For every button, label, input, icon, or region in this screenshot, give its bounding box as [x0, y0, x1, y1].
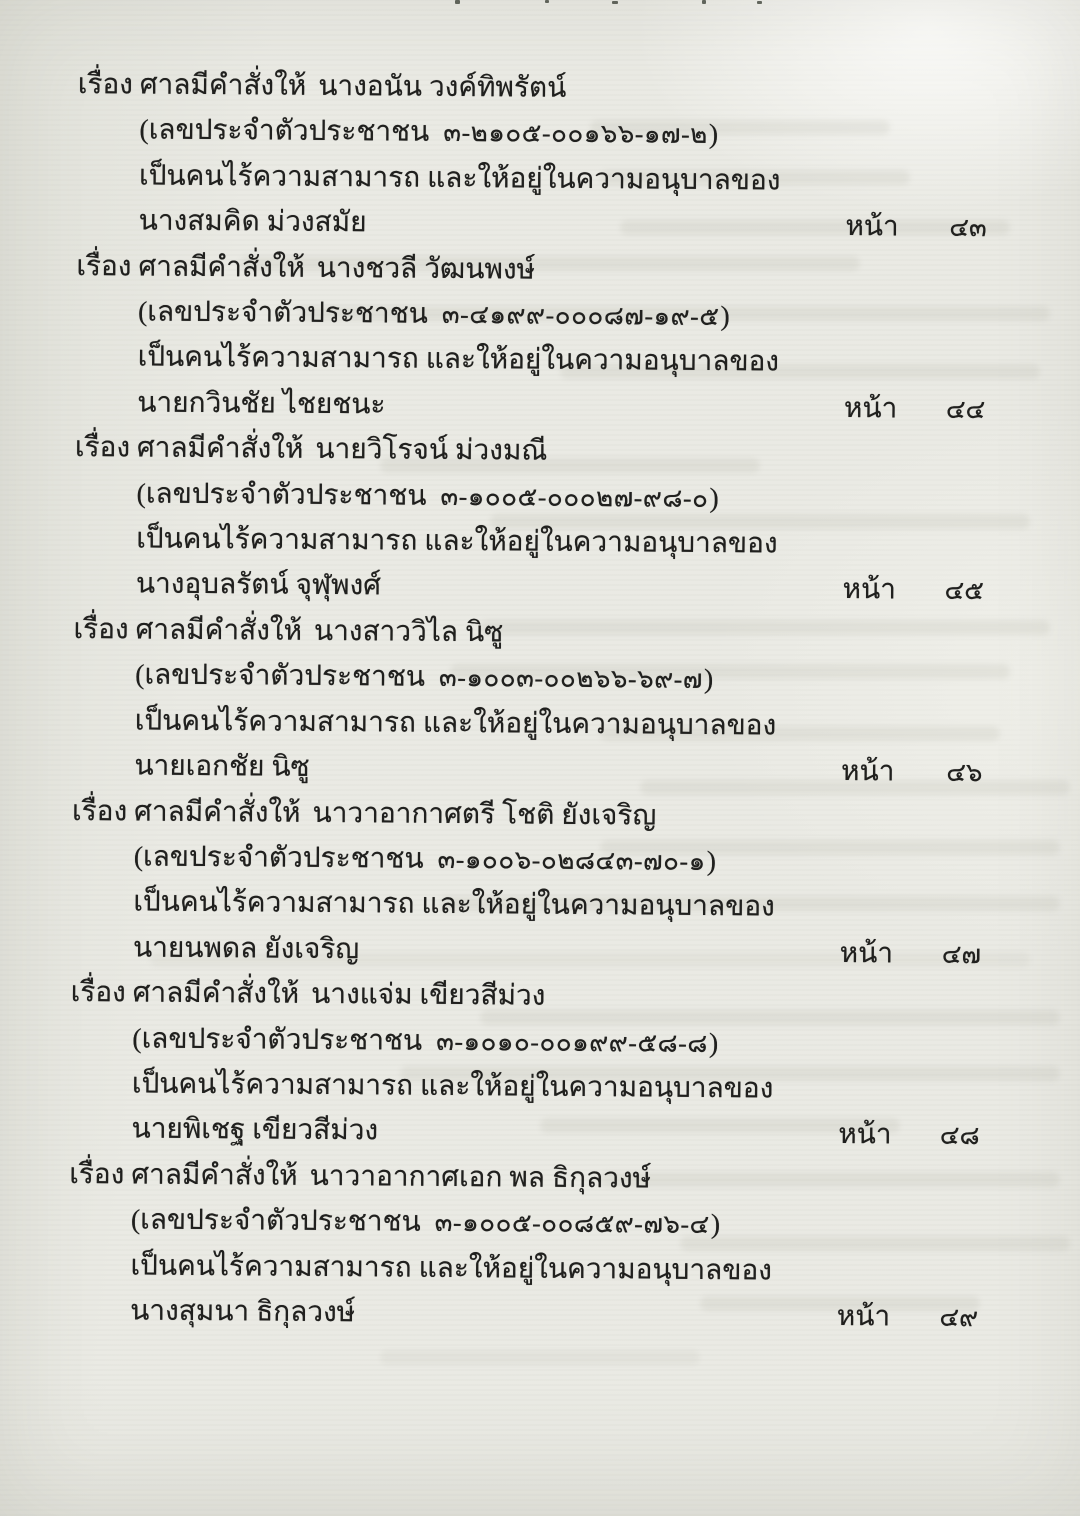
incompetent-person-name: นางชวลี วัฒนพงษ์: [316, 252, 536, 286]
entry-subject-line: [71, 970, 981, 1023]
guardian-name: นางสมคิด ม่วงสมัย: [138, 205, 367, 239]
page-reference: [837, 1294, 979, 1341]
entry-guardian-line: [75, 380, 985, 433]
page-label: หน้า: [843, 392, 898, 425]
id-close-paren: ): [703, 664, 714, 696]
page-reference: [842, 567, 984, 614]
subject-prefix-label: เรื่อง: [70, 977, 126, 1009]
entry-id-line: [77, 107, 987, 160]
national-id-number: ๓-๑๐๑๐-๐๐๑๙๙-๕๘-๘: [436, 1026, 709, 1058]
incompetent-person-name: นางอนัน วงค์ทิพรัตน์: [318, 70, 567, 104]
court-order-phrase: ศาลมีคำสั่งให้: [132, 977, 300, 1010]
scan-speck: [545, 0, 549, 3]
entry-id-line: [74, 471, 984, 524]
id-prefix-label: (เลขประจำตัวประชาชน: [133, 841, 424, 875]
guardian-name: นายพิเชฐ เขียวสีม่วง: [131, 1113, 379, 1147]
subject-prefix-label: เรื่อง: [73, 613, 129, 646]
incompetency-clause: เป็นคนไร้ความสามารถ และให้อยู่ในความอนุบาลของ: [136, 523, 778, 560]
page-label: หน้า: [845, 211, 899, 243]
entry-id-line: [73, 652, 983, 705]
incompetent-person-name: นาวาอากาศตรี โชติ ยังเจริญ: [312, 797, 657, 832]
entry-subject-line: [72, 788, 982, 841]
court-order-phrase: ศาลมีคำสั่งให้: [138, 251, 305, 284]
entry-id-line: [76, 289, 986, 342]
page-number: ๔๓: [949, 213, 987, 243]
entry-subject-line: [78, 62, 988, 115]
subject-prefix-label: เรื่อง: [76, 250, 132, 283]
national-id-number: ๓-๑๐๐๕-๐๐๘๕๙-๗๖-๔: [434, 1207, 710, 1240]
page-number: ๔๖: [946, 757, 983, 788]
court-order-phrase: ศาลมีคำสั่งให้: [135, 614, 303, 647]
guardian-name: นายเอกชัย นิซู: [134, 750, 310, 783]
entry-subject-line: [69, 1152, 979, 1205]
incompetent-person-name: นายวิโรจน์ ม่วงมณี: [315, 434, 548, 467]
incompetency-clause: เป็นคนไร้ความสามารถ และให้อยู่ในความอนุบาลของ: [138, 160, 781, 197]
page-label: หน้า: [842, 574, 896, 606]
subject-prefix-label: เรื่อง: [74, 432, 131, 464]
entry-guardian-line: [69, 1106, 979, 1159]
id-close-paren: ): [710, 1209, 721, 1241]
page-reference: [840, 931, 982, 978]
page-reference: [838, 1112, 980, 1159]
entry-guardian-line: [68, 1288, 978, 1341]
page-label: หน้า: [841, 756, 895, 788]
incompetency-clause: เป็นคนไร้ความสามารถ และให้อยู่ในความอนุบาลของ: [137, 341, 780, 378]
id-close-paren: ): [708, 1027, 719, 1059]
entry-id-line: [72, 834, 982, 887]
entry-guardian-line: [77, 198, 987, 251]
court-order-phrase: ศาลมีคำสั่งให้: [139, 69, 307, 102]
court-order-phrase: ศาลมีคำสั่งให้: [136, 432, 304, 466]
page-number: ๔๗: [941, 939, 982, 969]
national-id-number: ๓-๒๑๐๕-๐๐๑๖๖-๑๗-๒: [443, 118, 708, 150]
entry-subject-line: [75, 425, 985, 478]
entry-subject-line: [73, 607, 983, 660]
id-prefix-label: (เลขประจำตัวประชาชน: [130, 1204, 421, 1238]
page-number: ๔๘: [939, 1121, 980, 1151]
subject-prefix-label: เรื่อง: [69, 1158, 125, 1191]
page-reference: [844, 386, 986, 433]
toc-list: [68, 62, 1080, 1341]
page-number: ๔๕: [944, 576, 984, 606]
national-id-number: ๓-๑๐๐๖-๐๒๘๔๓-๗๐-๑: [437, 844, 706, 876]
incompetency-clause: เป็นคนไร้ความสามารถ และให้อยู่ในความอนุบาลของ: [131, 1068, 774, 1105]
entry-id-line: [70, 1016, 980, 1069]
guardian-name: นายนพดล ยังเจริญ: [132, 932, 360, 965]
incompetent-person-name: นาวาอากาศเอก พล ธิกุลวงษ์: [309, 1160, 652, 1195]
toc-entry: [69, 970, 1072, 1159]
scan-speck: [612, 1, 618, 4]
guardian-name: นางสุมนา ธิกุลวงษ์: [130, 1295, 356, 1329]
entry-guardian-line: [72, 743, 982, 796]
entry-guardian-line: [71, 925, 981, 978]
showthrough-smudge: [380, 1350, 700, 1365]
id-prefix-label: (เลขประจำตัวประชาชน: [135, 659, 426, 694]
guardian-name: นายกวินชัย ไชยชนะ: [137, 387, 386, 421]
national-id-number: ๓-๑๐๐๕-๐๐๐๒๗-๙๘-๐: [440, 481, 709, 513]
id-close-paren: ): [706, 845, 717, 877]
page-number: ๔๙: [939, 1302, 979, 1333]
court-order-phrase: ศาลมีคำสั่งให้: [133, 795, 301, 829]
toc-entry: [75, 244, 1078, 433]
toc-entry: [77, 62, 1080, 251]
id-prefix-label: (เลขประจำตัวประชาชน: [139, 114, 430, 149]
incompetent-person-name: นางสาววิไล นิซู: [313, 615, 504, 649]
subject-prefix-label: เรื่อง: [77, 68, 134, 101]
id-prefix-label: (เลขประจำตัวประชาชน: [137, 296, 428, 330]
entry-guardian-line: [74, 561, 984, 614]
incompetency-clause: เป็นคนไร้ความสามารถ และให้อยู่ในความอนุบาลของ: [134, 705, 777, 742]
entry-subject-line: [76, 244, 986, 297]
id-prefix-label: (เลขประจำตัวประชาชน: [132, 1022, 423, 1057]
page-number: ๔๔: [945, 394, 986, 424]
id-close-paren: ): [709, 482, 719, 514]
scan-speck: [455, 0, 460, 4]
national-id-number: ๓-๑๐๐๓-๐๐๒๖๖-๖๙-๗: [438, 663, 704, 695]
guardian-name: นางอุบลรัตน์ จุฬุพงศ์: [135, 568, 382, 602]
toc-entry: [74, 425, 1077, 614]
toc-entry: [71, 788, 1074, 977]
page-reference: [841, 749, 983, 796]
incompetent-person-name: นางแจ่ม เขียวสีม่วง: [311, 978, 546, 1012]
national-id-number: ๓-๔๑๙๙-๐๐๐๘๗-๑๙-๕: [441, 299, 720, 332]
incompetency-clause: เป็นคนไร้ความสามารถ และให้อยู่ในความอนุบาลของ: [130, 1250, 773, 1287]
toc-entry: [72, 607, 1075, 796]
toc-entry: [68, 1152, 1071, 1341]
page-label: หน้า: [839, 937, 894, 970]
subject-prefix-label: เรื่อง: [71, 795, 128, 827]
scan-speck: [757, 1, 762, 4]
page-reference: [845, 204, 987, 251]
page-label: หน้า: [836, 1300, 891, 1333]
court-order-phrase: ศาลมีคำสั่งให้: [131, 1159, 298, 1192]
scan-speck: [702, 0, 706, 4]
id-close-paren: ): [708, 119, 719, 151]
page-label: หน้า: [838, 1119, 892, 1151]
incompetency-clause: เป็นคนไร้ความสามารถ และให้อยู่ในความอนุบาลของ: [133, 886, 775, 923]
id-close-paren: ): [720, 301, 730, 333]
entry-id-line: [69, 1197, 979, 1250]
id-prefix-label: (เลขประจำตัวประชาชน: [136, 478, 427, 512]
